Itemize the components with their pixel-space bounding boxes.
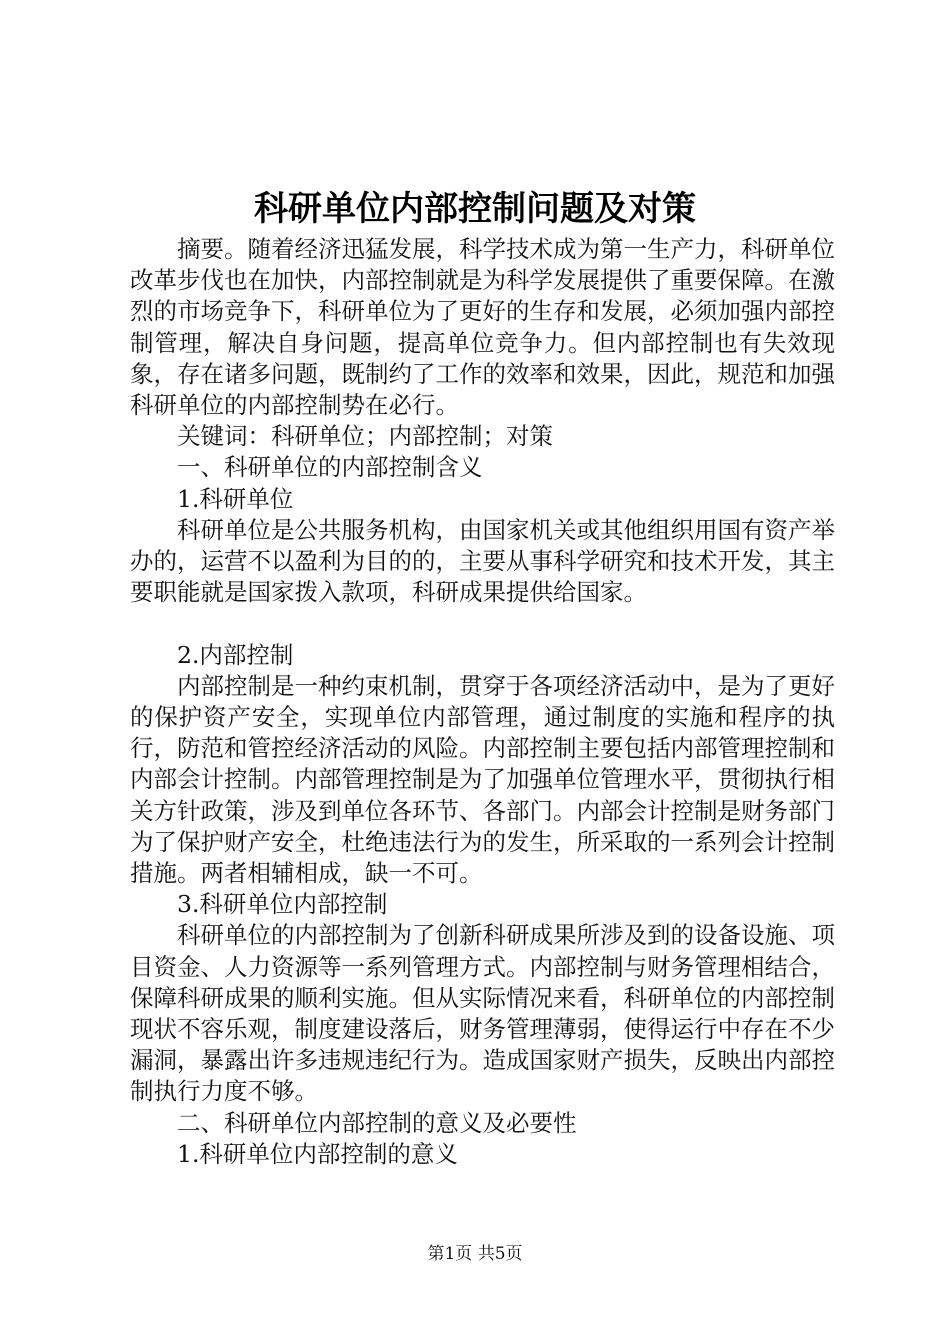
body-paragraph: 内部控制是一种约束机制，贯穿于各项经济活动中，是为了更好的保护资产安全，实现单位内部管理，通过制度的实施和程序的执行，防范和管控经济活动的风险。内部控制主要包括内部管理控制和内部会计控制。内部管理控制是为了加强单位管理水平，贯彻执行相关方针政策，涉及到单位各环节、各部门。内部会计控制是财务部门为了保护财产安全，杜绝违法行为的发生，所采取的一系列会计控制措施。两者相辅相成，缺一不可。 bbox=[130, 671, 835, 888]
body-paragraph: 科研单位是公共服务机构，由国家机关或其他组织用国有资产举办的，运营不以盈利为目的的，主要从事科学研究和技术开发，其主要职能就是国家拨入款项，科研成果提供给国家。 bbox=[130, 515, 835, 607]
document-body bbox=[130, 234, 835, 1170]
section-heading-1: 一、科研单位的内部控制含义 bbox=[177, 453, 483, 482]
subsection-heading-2-1: 1.科研单位内部控制的意义 bbox=[177, 1139, 458, 1168]
document-title: 科研单位内部控制问题及对策 bbox=[254, 189, 696, 229]
keywords-line: 关键词：科研单位；内部控制；对策 bbox=[177, 422, 553, 451]
body-paragraph: 科研单位的内部控制为了创新科研成果所涉及到的设备设施、项目资金、人力资源等一系列管理方式。内部控制与财务管理相结合，保障科研成果的顺利实施。但从实际情况来看，科研单位的内部控制现状不容乐观，制度建设落后，财务管理薄弱，使得运行中存在不少漏洞，暴露出许多违规违纪行为。造成国家财产损失，反映出内部控制执行力度不够。 bbox=[130, 921, 835, 1106]
page-footer: 第1页 共5页 bbox=[427, 1244, 523, 1264]
subsection-heading-1-3: 3.科研单位内部控制 bbox=[177, 890, 388, 919]
section-heading-2: 二、科研单位内部控制的意义及必要性 bbox=[177, 1108, 577, 1137]
abstract-paragraph: 摘要。随着经济迅猛发展，科学技术成为第一生产力，科研单位改革步伐也在加快，内部控制就是为科学发展提供了重要保障。在激烈的市场竞争下，科研单位为了更好的生存和发展，必须加强内部控制管理，解决自身问题，提高单位竞争力。但内部控制也有失效现象，存在诸多问题，既制约了工作的效率和效果，因此，规范和加强科研单位的内部控制势在必行。 bbox=[130, 235, 835, 420]
subsection-heading-1-1: 1.科研单位 bbox=[177, 484, 294, 513]
subsection-heading-1-2: 2.内部控制 bbox=[177, 640, 294, 669]
